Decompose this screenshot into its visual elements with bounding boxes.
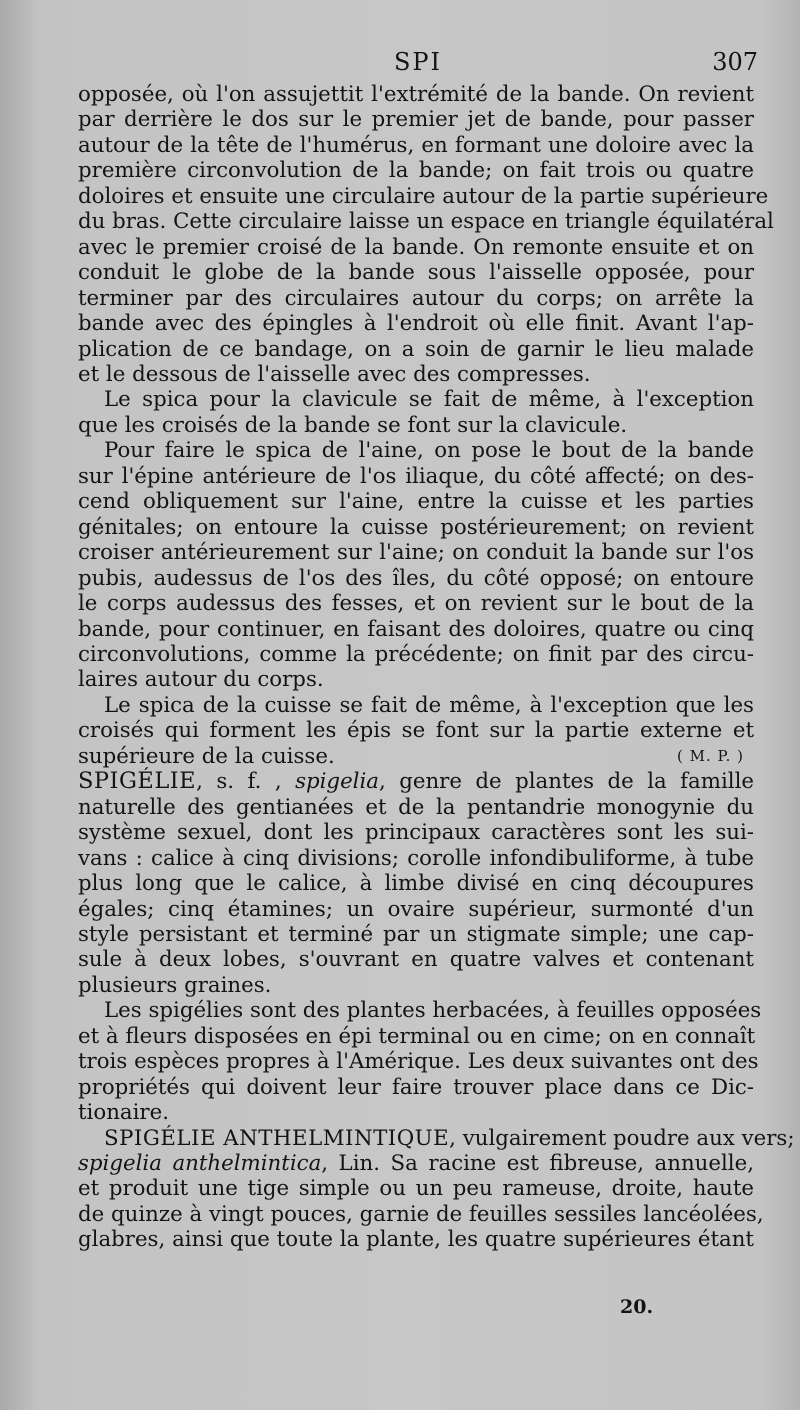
text-line: autour de la tête de l'humérus, en formant une doloire avec la bbox=[78, 132, 754, 158]
text-line: égales; cinq étamines; un ovaire supérieur, surmonté d'un bbox=[78, 896, 754, 922]
text-line: glabres, ainsi que toute la plante, les quatre supérieures étant bbox=[78, 1227, 754, 1253]
text-line: bande avec des épingles à l'endroit où elle finit. Avant l'ap- bbox=[78, 311, 754, 337]
text-line: bande, pour continuer, en faisant des doloires, quatre ou cinq bbox=[78, 616, 754, 642]
entry-spigelie bbox=[78, 769, 754, 998]
paragraph-spigelies bbox=[78, 998, 762, 1126]
text-line: plication de ce bandage, on a soin de garnir le lieu malade bbox=[78, 336, 754, 362]
page-number: 307 bbox=[712, 48, 758, 76]
text-line: génitales; on entoure la cuisse postérieurement; on revient bbox=[78, 514, 754, 540]
subentry-headword: SPIGÉLIE ANTHELMINTIQUE bbox=[104, 1125, 450, 1151]
text-line: , genre de plantes de la famille bbox=[379, 769, 754, 795]
text-line: , vulgairement poudre aux vers; bbox=[449, 1125, 795, 1151]
paragraph-spica-clavicule bbox=[78, 387, 754, 438]
entry-latin-name: spigelia bbox=[295, 769, 379, 795]
subentry-latin-name: spigelia anthelmintica bbox=[78, 1151, 322, 1177]
subentry-second-line bbox=[78, 1151, 754, 1176]
text-line: style persistant et terminé par un stigmate simple; une cap- bbox=[78, 921, 754, 947]
text-line: naturelle des gentianées et de la pentandrie monogynie du bbox=[78, 794, 754, 820]
text-line: pubis, audessus de l'os des îles, du côté opposé; on entoure bbox=[78, 565, 754, 591]
entry-headword: SPIGÉLIE bbox=[78, 768, 197, 795]
text-line: et produit une tige simple ou un peu rameuse, droite, haute bbox=[78, 1176, 754, 1202]
paragraph-spica-cuisse bbox=[78, 693, 754, 769]
entry-grammar: , s. f. , bbox=[196, 769, 296, 795]
text-line: et à fleurs disposées en épi terminal ou en cime; on en connaît bbox=[78, 1023, 756, 1049]
text-line: cend obliquement sur l'aine, entre la cuisse et les parties bbox=[78, 489, 754, 515]
text-line: le corps audessus des fesses, et on revient sur le bout de la bbox=[78, 591, 754, 617]
text-line: , Lin. Sa racine est fibreuse, annuelle, bbox=[321, 1151, 754, 1177]
paragraph-continuation bbox=[78, 82, 774, 387]
text-line: de quinze à vingt pouces, garnie de feuilles sessiles lancéolées, bbox=[78, 1201, 764, 1227]
text-line: sur l'épine antérieure de l'os iliaque, du côté affecté; on des- bbox=[78, 463, 754, 489]
text-line: que les croisés de la bande se font sur la clavicule. bbox=[78, 412, 628, 438]
text-line: croiser antérieurement sur l'aine; on conduit la bande sur l'os bbox=[78, 540, 754, 566]
text-line: laires autour du corps. bbox=[78, 667, 324, 693]
text-line: première circonvolution de la bande; on fait trois ou quatre bbox=[78, 158, 754, 184]
text-line: et le dessous de l'aisselle avec des compresses. bbox=[78, 361, 591, 387]
text-line: plusieurs graines. bbox=[78, 972, 272, 998]
text-line: propriétés qui doivent leur faire trouver place dans ce Dic- bbox=[78, 1074, 754, 1100]
text-line: Pour faire le spica de l'aine, on pose le bout de la bande bbox=[104, 438, 754, 464]
entry-spigelie-anthelmintique bbox=[78, 1125, 795, 1253]
entry-first-line bbox=[78, 769, 754, 794]
running-head: SPI bbox=[393, 48, 443, 76]
text-line-with-signature bbox=[78, 744, 754, 769]
author-signature: ( M. P. ) bbox=[677, 746, 744, 765]
subentry-first-line bbox=[78, 1125, 795, 1151]
text-line: Le spica pour la clavicule se fait de même, à l'exception bbox=[104, 387, 754, 413]
text-line: vans : calice à cinq divisions; corolle infondibuliforme, à tube bbox=[78, 845, 754, 871]
paragraph-spica-aine bbox=[78, 438, 754, 693]
text-line: Les spigélies sont des plantes herbacées, à feuilles opposées bbox=[104, 998, 762, 1024]
text-line: trois espèces propres à l'Amérique. Les deux suivantes ont des bbox=[78, 1049, 759, 1075]
text-line: par derrière le dos sur le premier jet de bande, pour passer bbox=[78, 107, 754, 133]
text-line: terminer par des circulaires autour du corps; on arrête la bbox=[78, 285, 754, 311]
text-line: circonvolutions, comme la précédente; on finit par des circu- bbox=[78, 641, 754, 667]
text-line: plus long que le calice, à limbe divisé en cinq découpures bbox=[78, 871, 754, 897]
text-line: du bras. Cette circulaire laisse un espace en triangle équilatéral bbox=[78, 209, 774, 235]
text-line: Le spica de la cuisse se fait de même, à l'exception que les bbox=[104, 692, 754, 718]
text-line: conduit le globe de la bande sous l'aisselle opposée, pour bbox=[78, 260, 754, 286]
page-header bbox=[78, 48, 758, 82]
text-line: opposée, où l'on assujettit l'extrémité de la bande. On revient bbox=[78, 82, 754, 107]
text-line: croisés qui forment les épis se font sur la partie externe et bbox=[78, 718, 754, 744]
text-line: tionaire. bbox=[78, 1100, 169, 1126]
text-line: système sexuel, dont les principaux caractères sont les sui- bbox=[78, 820, 754, 846]
text-line: sule à deux lobes, s'ouvrant en quatre valves et contenant bbox=[78, 947, 754, 973]
body-text bbox=[78, 82, 795, 1253]
text-line: supérieure de la cuisse. bbox=[78, 743, 335, 769]
signature-mark: 20. bbox=[620, 1296, 654, 1318]
text-line: avec le premier croisé de la bande. On remonte ensuite et on bbox=[78, 234, 754, 260]
text-line: doloires et ensuite une circulaire autour de la partie supérieure bbox=[78, 183, 769, 209]
